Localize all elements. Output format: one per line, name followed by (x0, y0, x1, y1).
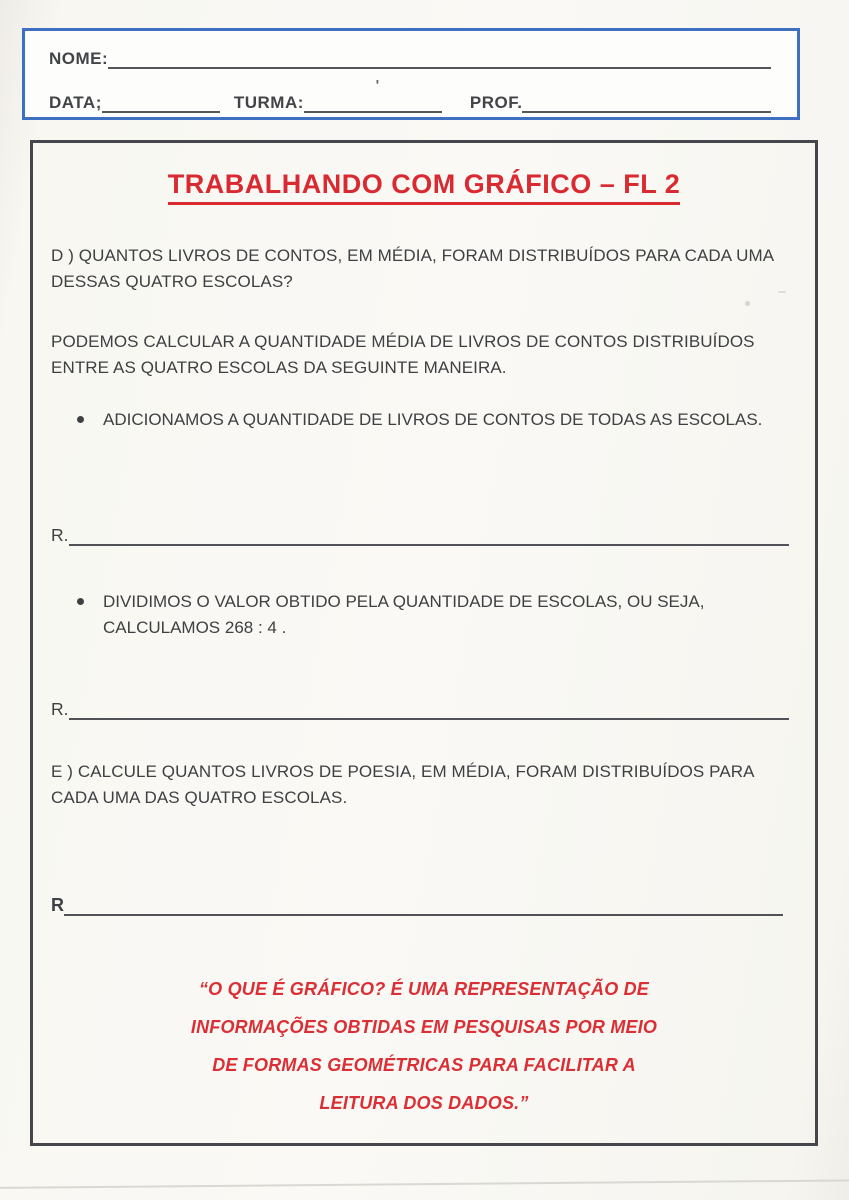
definition-quote (33, 979, 815, 1131)
class-write-line (304, 77, 442, 113)
quote-line-2: INFORMAÇÕES OBTIDAS EM PESQUISAS POR MEIO (190, 1017, 658, 1037)
scan-edge-line (0, 1179, 849, 1189)
bullet-step-add (77, 407, 777, 433)
quote-line-4: LEITURA DOS DADOS.” (319, 1093, 529, 1113)
question-e: E ) CALCULE QUANTOS LIVROS DE POESIA, EM MÉDIA, FORAM DISTRIBUÍDOS PARA CADA UMA DAS QUATRO ESCOLAS. (51, 762, 754, 807)
quote-line-1: “O QUE É GRÁFICO? É UMA REPRESENTAÇÃO DE (198, 979, 650, 999)
bullet-step-divide (77, 589, 777, 640)
answer-row-3 (51, 895, 783, 916)
answer-row-2 (51, 699, 789, 720)
bullet-step-add-text: ADICIONAMOS A QUANTIDADE DE LIVROS DE CONTOS DE TODAS AS ESCOLAS. (103, 410, 763, 429)
answer-label-3: R (51, 895, 64, 915)
bullet-dot-icon (77, 416, 84, 423)
bullet-step-divide-text: DIVIDIMOS O VALOR OBTIDO PELA QUANTIDADE DE ESCOLAS, OU SEJA, CALCULAMOS 268 : 4 . (103, 592, 705, 637)
name-write-line (108, 51, 771, 69)
student-info-box (22, 28, 800, 120)
name-row (49, 49, 771, 69)
name-label: NOME: (49, 49, 109, 68)
answer-label-1: R. (51, 525, 69, 545)
date-label: DATA; (49, 93, 102, 112)
answer-label-2: R. (51, 699, 69, 719)
bullet-dot-icon (77, 598, 84, 605)
answer-write-line-1 (69, 526, 790, 546)
answer-write-line-3 (64, 896, 783, 916)
scan-speck (778, 291, 786, 293)
method-intro: PODEMOS CALCULAR A QUANTIDADE MÉDIA DE LIVROS DE CONTOS DISTRIBUÍDOS ENTRE AS QUATRO ESCOLAS DA SEGUINTE MANEIRA. (51, 332, 755, 377)
class-label: TURMA: (233, 93, 304, 112)
date-write-line (102, 95, 220, 113)
teacher-write-line (522, 95, 771, 113)
answer-write-line-2 (69, 700, 790, 720)
quote-line-3: DE FORMAS GEOMÉTRICAS PARA FACILITAR A (212, 1055, 636, 1075)
worksheet-title (33, 169, 815, 205)
teacher-label: PROF. (469, 93, 523, 112)
worksheet-title-text: TRABALHANDO COM GRÁFICO – FL 2 (168, 169, 681, 205)
date-class-teacher-row (49, 77, 771, 113)
scan-speck (745, 301, 750, 306)
question-d: D ) QUANTOS LIVROS DE CONTOS, EM MÉDIA, FORAM DISTRIBUÍDOS PARA CADA UMA DESSAS QUATRO ESCOLAS? (51, 246, 774, 291)
answer-row-1 (51, 525, 789, 546)
stray-pen-mark: ' (375, 77, 380, 94)
worksheet-body-box (30, 140, 818, 1146)
